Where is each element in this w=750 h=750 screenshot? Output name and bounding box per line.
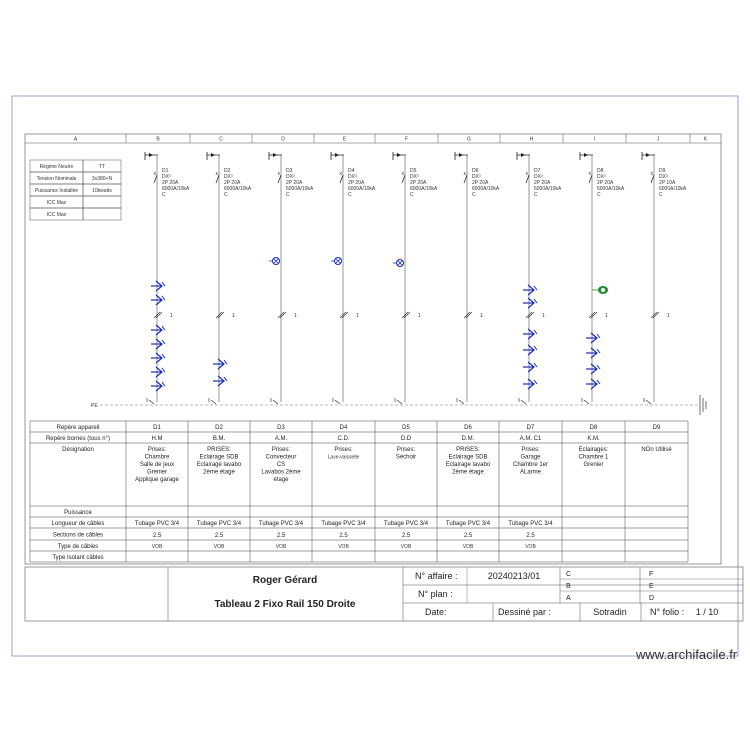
circuit-designation-line: Lave-vaisselle <box>327 454 360 461</box>
circuit-bornes: B.M. <box>212 436 226 442</box>
circuit-type: VOB <box>151 544 163 550</box>
table-row-label: Puissance <box>64 510 92 516</box>
revision-letter: C <box>566 571 572 578</box>
breaker-brand: DX³ <box>162 174 171 180</box>
grid-column-letter: B <box>156 136 160 143</box>
info-value: 10kwatts <box>92 188 112 194</box>
circuit-longueur: Tubage PVC 3/4 <box>258 521 304 527</box>
circuit-section: 2.5 <box>401 533 411 539</box>
dessine-label: Dessiné par : <box>498 607 552 617</box>
breaker-brand: DX³ <box>348 174 357 180</box>
circuit-section: 2.5 <box>152 533 162 539</box>
table-row-label: Sections de câbles <box>52 532 104 539</box>
info-value: TT <box>98 164 106 170</box>
breaker-id: D3 <box>286 168 293 174</box>
info-label: Puissance Installée <box>34 188 79 194</box>
circuit-designation-line: Eclairage SDB <box>448 454 488 461</box>
circuit-designation-line: 2ème étage <box>203 469 235 476</box>
breaker-id: D7 <box>534 168 541 174</box>
grid-column-letter: H <box>529 136 534 143</box>
watermark: www.archifacile.fr <box>636 647 738 662</box>
circuit-designation-line: Prises: <box>396 447 416 453</box>
breaker-rating: 2P 20A <box>224 180 241 186</box>
breaker-rating: 2P 10A <box>659 180 676 186</box>
revision-letter: B <box>566 583 571 590</box>
breaker-capacity: 6000A/10kA <box>410 186 438 192</box>
info-label: Régime Neutre <box>39 164 74 170</box>
breaker-brand: DX³ <box>224 174 233 180</box>
breaker-contact-mark: x <box>339 171 342 177</box>
circuit-section: 2.5 <box>526 533 535 539</box>
circuit-longueur: Tubage PVC 3/4 <box>445 521 491 527</box>
breaker-id: D1 <box>162 168 169 174</box>
breaker-brand: DX³ <box>472 174 481 180</box>
breaker-brand: DX³ <box>286 174 295 180</box>
breaker-capacity: 6000A/10kA <box>534 186 562 192</box>
circuit-appareil: D7 <box>526 425 535 431</box>
breaker-contact-mark: x <box>588 171 591 177</box>
breaker-rating: 2P 20A <box>597 180 614 186</box>
breaker-rating: 2P 20A <box>410 180 427 186</box>
grid-column-letter: J <box>656 136 660 143</box>
circuit-section: 2.5 <box>463 533 473 539</box>
breaker-contact-mark: x <box>153 171 156 177</box>
breaker-contact-mark: x <box>525 171 528 177</box>
revision-letter: D <box>649 595 655 602</box>
breaker-rating: 2P 20A <box>162 180 179 186</box>
circuit-designation-line: Chambre 1er <box>512 462 549 468</box>
cable-count-mark: 1 <box>170 313 173 319</box>
breaker-curve: C <box>348 192 352 198</box>
table-row-label: Type Isolant câbles <box>52 555 104 561</box>
circuit-designation-line: Garage <box>520 454 541 461</box>
breaker-capacity: 6000A/10kA <box>597 186 625 192</box>
breaker-capacity: 6000A/10kA <box>162 186 190 192</box>
circuit-designation-line: Chambre <box>144 454 170 461</box>
circuit-bornes: D.M. <box>461 436 475 442</box>
breaker-contact-mark: x <box>463 171 466 177</box>
grid-column-letter: D <box>281 136 285 143</box>
circuit-bornes: A.M. C1 <box>519 436 542 442</box>
circuit-designation-line: 2ème étage <box>452 469 484 476</box>
cable-count-mark: 1 <box>294 313 297 319</box>
folio-label: N° folio : <box>650 607 685 617</box>
info-label: ICC Max <box>46 200 67 206</box>
circuit-designation-line: NOn Utilisé <box>641 447 672 453</box>
circuit-appareil: D8 <box>589 425 598 431</box>
circuit-longueur: Tubage PVC 3/4 <box>196 521 242 527</box>
circuit-designation-line: Eclairage SDB <box>199 454 239 461</box>
circuit-designation-line: Séchoir <box>395 454 417 461</box>
circuit-type: VOB <box>213 544 225 550</box>
circuit-designation-line: Grenier <box>146 469 168 476</box>
breaker-rating: 2P 20A <box>534 180 551 186</box>
drawing-title: Tableau 2 Fixo Rail 150 Droite <box>214 599 356 610</box>
breaker-id: D2 <box>224 168 231 174</box>
breaker-capacity: 6000A/10kA <box>348 186 376 192</box>
circuit-type: VOB <box>338 544 349 550</box>
circuit-type: VOB <box>525 544 536 550</box>
grid-column-letter: I <box>593 136 596 143</box>
breaker-capacity: 6000A/10kA <box>286 186 314 192</box>
table-row-label: Type de câbles <box>57 544 99 550</box>
revision-letter: A <box>566 595 571 602</box>
affaire-label: N° affaire : <box>415 571 458 581</box>
cable-count-mark: 1 <box>480 313 483 319</box>
cable-count-mark: 1 <box>667 313 670 319</box>
breaker-id: D8 <box>597 168 604 174</box>
circuit-type: VOB <box>400 544 412 550</box>
circuit-appareil: D4 <box>339 425 348 431</box>
circuit-type: VOB <box>275 544 287 550</box>
breaker-capacity: 6000A/10kA <box>472 186 500 192</box>
circuit-designation-line: Eclairage lavabo <box>445 462 491 468</box>
grid-column-letter: K <box>703 136 708 143</box>
breaker-brand: DX³ <box>659 174 668 180</box>
circuit-bornes: C.D. <box>337 436 350 442</box>
date-label: Date: <box>425 607 447 617</box>
circuit-appareil: D6 <box>464 425 472 431</box>
circuit-longueur: Tubage PVC 3/4 <box>321 521 366 527</box>
circuit-bornes: K.M. <box>587 436 600 442</box>
circuit-bornes: A.M. <box>274 436 288 442</box>
breaker-capacity: 6000A/10kA <box>224 186 252 192</box>
plan-label: N° plan : <box>418 589 453 599</box>
circuit-longueur: Tubage PVC 3/4 <box>508 521 553 527</box>
circuit-section: 2.5 <box>276 533 286 539</box>
breaker-curve: C <box>534 192 538 198</box>
circuit-designation-line: Grenier <box>583 462 604 468</box>
breaker-brand: DX³ <box>534 174 543 180</box>
info-value: 3x380+N <box>91 176 113 182</box>
pe-label: PE <box>91 403 98 409</box>
breaker-curve: C <box>224 192 228 198</box>
circuit-designation-line: Prises: <box>334 447 353 453</box>
cable-count-mark: 1 <box>605 313 608 319</box>
project-owner: Roger Gérard <box>252 575 318 586</box>
cable-count-mark: 1 <box>232 313 235 319</box>
info-label: Tension Nominale <box>36 176 77 182</box>
circuit-bornes: H.M <box>151 436 163 442</box>
breaker-capacity: 6000A/10kA <box>659 186 687 192</box>
circuit-type: VOB <box>462 544 474 550</box>
info-label: ICC Max <box>46 212 67 218</box>
circuit-designation-line: PRISES: <box>456 447 480 453</box>
breaker-brand: DX³ <box>597 174 606 180</box>
breaker-curve: C <box>659 192 663 198</box>
affaire-value: 20240213/01 <box>487 571 541 581</box>
dessine-value: Sotradin <box>593 607 627 617</box>
breaker-contact-mark: x <box>401 171 404 177</box>
table-row-label: Désignation <box>62 447 94 453</box>
revision-letter: F <box>649 571 654 578</box>
grid-column-letter: F <box>404 136 409 143</box>
revision-letter: E <box>649 583 654 590</box>
breaker-curve: C <box>162 192 166 198</box>
table-row-label: Repère bornes (tous n°) <box>45 436 111 442</box>
table-row-label: Repère appareil <box>56 425 100 431</box>
circuit-appareil: D9 <box>652 425 661 431</box>
circuit-designation-line: CS <box>276 462 286 468</box>
circuit-appareil: D3 <box>277 425 285 431</box>
breaker-contact-mark: x <box>650 171 653 177</box>
breaker-rating: 2P 20A <box>286 180 303 186</box>
circuit-designation-line: Applique garage <box>135 477 179 483</box>
breaker-id: D5 <box>410 168 417 174</box>
cable-count-mark: 1 <box>542 313 545 319</box>
circuit-designation-line: Lavabos 2ème <box>261 469 301 476</box>
circuit-designation-line: PRISES: <box>207 447 231 453</box>
circuit-designation-line: Prises: <box>521 447 540 453</box>
breaker-id: D4 <box>348 168 355 174</box>
grid-column-letter: A <box>73 136 78 143</box>
circuit-bornes: D.D <box>400 436 412 442</box>
cable-count-mark: 1 <box>418 313 421 319</box>
grid-column-letter: G <box>467 136 471 143</box>
breaker-id: D9 <box>659 168 666 174</box>
circuit-designation-line: Prises: <box>147 447 167 453</box>
circuit-section: 2.5 <box>339 533 348 539</box>
table-row-label: Longueur de câbles <box>51 521 105 527</box>
circuit-designation-line: ALarme <box>519 469 542 476</box>
grid-column-letter: E <box>342 136 347 143</box>
breaker-contact-mark: x <box>215 171 218 177</box>
circuit-appareil: D5 <box>402 425 410 431</box>
circuit-designation-line: Eclairages: <box>578 447 609 453</box>
circuit-longueur: Tubage PVC 3/4 <box>383 521 429 527</box>
breaker-curve: C <box>286 192 290 198</box>
folio-value: 1 / 10 <box>695 607 719 617</box>
breaker-curve: C <box>597 192 601 198</box>
circuit-section: 2.5 <box>214 533 224 539</box>
circuit-designation-line: Convecteur <box>265 454 297 461</box>
breaker-rating: 2P 20A <box>348 180 365 186</box>
breaker-brand: DX³ <box>410 174 419 180</box>
breaker-id: D6 <box>472 168 479 174</box>
breaker-curve: C <box>410 192 414 198</box>
circuit-appareil: D1 <box>153 425 161 431</box>
breaker-contact-mark: x <box>277 171 280 177</box>
grid-column-letter: C <box>219 136 223 143</box>
circuit-designation-line: étage <box>273 477 289 483</box>
breaker-curve: C <box>472 192 476 198</box>
circuit-designation-line: Salle de jeux <box>139 462 175 468</box>
circuit-designation-line: Prises: <box>271 447 291 453</box>
cable-count-mark: 1 <box>356 313 359 319</box>
circuit-appareil: D2 <box>215 425 223 431</box>
circuit-designation-line: Chambre 1 <box>578 454 609 461</box>
circuit-longueur: Tubage PVC 3/4 <box>134 521 180 527</box>
circuit-designation-line: Eclairage lavabo <box>196 462 242 468</box>
breaker-rating: 2P 20A <box>472 180 489 186</box>
